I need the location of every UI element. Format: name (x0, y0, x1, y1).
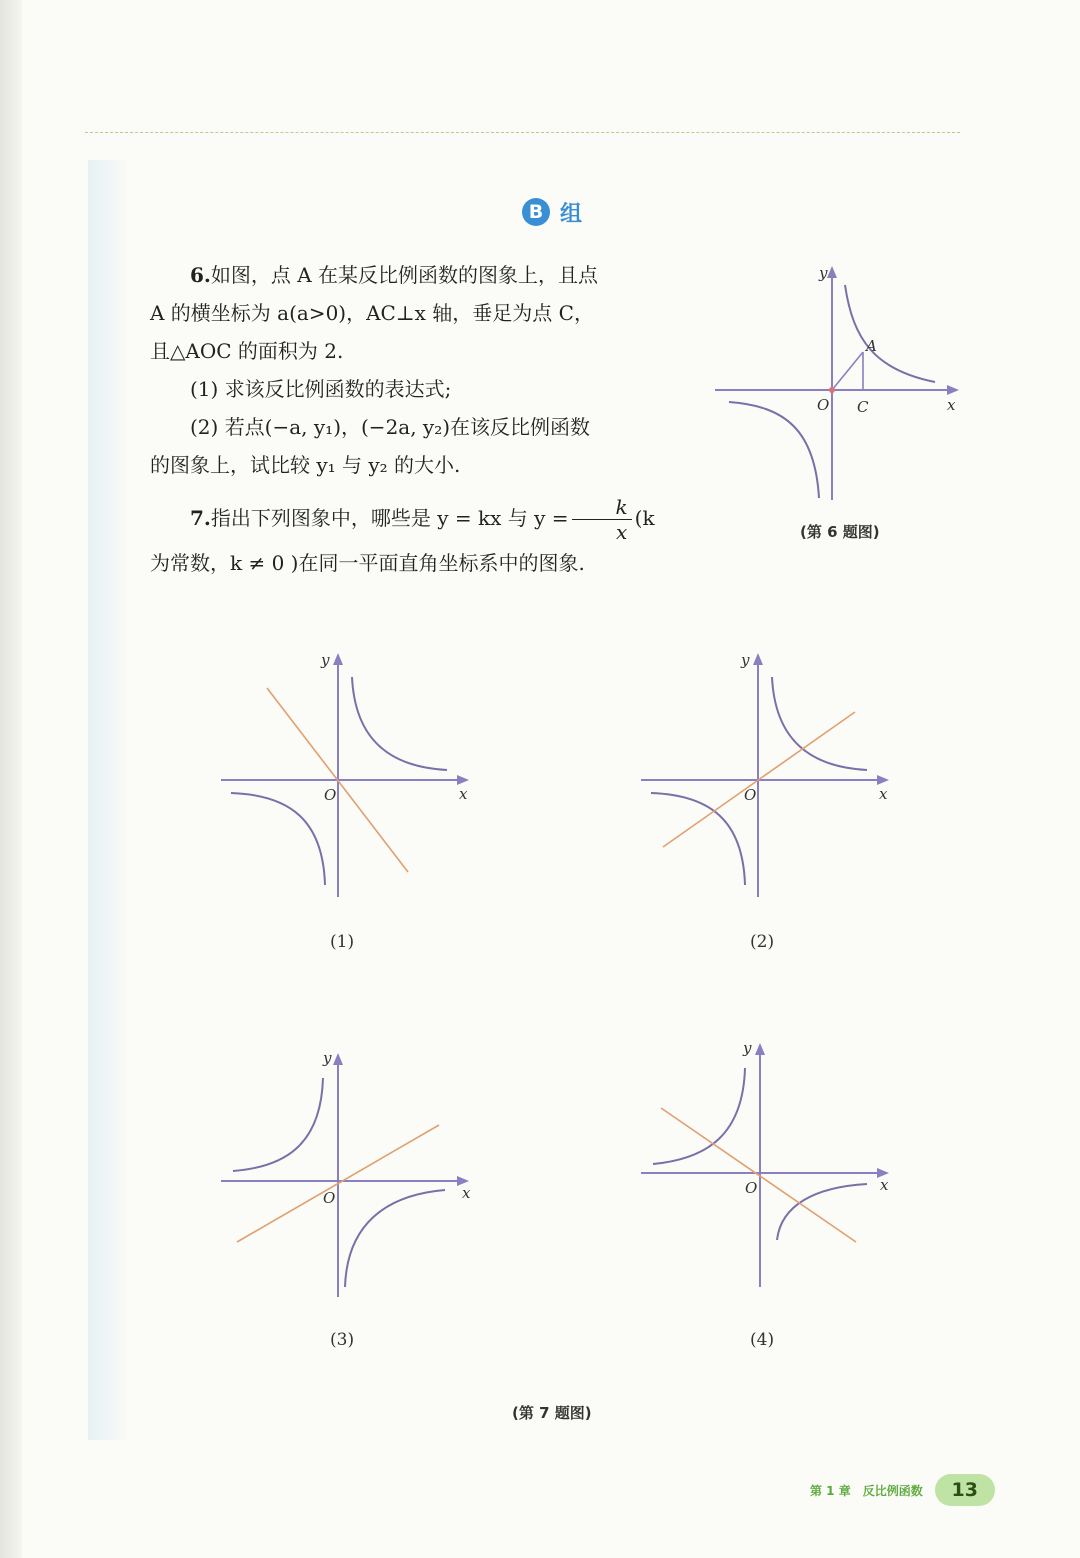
fig6-o-label: O (817, 396, 830, 414)
fig7-4-x-label: x (880, 1176, 889, 1194)
q6-part2b: 的图象上，试比较 y₁ 与 y₂ 的大小. (150, 453, 461, 477)
fig6-caption: (第 6 题图) (800, 523, 880, 541)
fig7-1-o-label: O (324, 786, 337, 804)
q7-line2: 为常数，k ≠ 0 )在同一平面直角坐标系中的图象. (150, 551, 585, 575)
group-badge: B (522, 198, 550, 226)
q7-number: 7. (190, 506, 211, 530)
fig7-2-y-label: y (741, 651, 750, 669)
fig7-4-y-label: y (743, 1039, 752, 1057)
q7-frac-num: k (572, 495, 632, 520)
hyperbola-branch-q2 (233, 1078, 323, 1171)
q7-frac-den: x (615, 520, 628, 544)
fig6-c-label: C (857, 398, 869, 416)
q7-text-b: (k (634, 506, 655, 530)
hyperbola-branch-q1 (772, 677, 867, 770)
question-7 (150, 495, 690, 582)
fig7-1-y-label: y (321, 651, 330, 669)
fig7-3-y-label: y (323, 1049, 332, 1067)
fig7-3-x-label: x (462, 1184, 471, 1202)
q6-line1: 如图，点 A 在某反比例函数的图象上，且点 (210, 263, 599, 287)
q6-line2: A 的横坐标为 a(a>0)，AC⊥x 轴，垂足为点 C， (150, 301, 594, 325)
fig7-4-o-label: O (745, 1179, 758, 1197)
page-number: 13 (935, 1474, 995, 1506)
y-axis-arrow (333, 653, 343, 665)
hyperbola-branch-q3 (231, 793, 325, 885)
hyperbola-branch-q2 (653, 1068, 745, 1164)
side-strip (88, 160, 126, 1440)
hyperbola-branch-q1 (845, 285, 935, 382)
footer-chapter: 第 1 章 反比例函数 (810, 1483, 923, 1498)
header-rule (85, 132, 960, 133)
fig7-caption-4: (4) (750, 1330, 775, 1350)
group-heading (522, 194, 582, 230)
linear-line (661, 1108, 856, 1242)
group-label: 组 (560, 201, 583, 227)
origin-dot (829, 387, 835, 393)
fig7-caption-1: (1) (330, 932, 355, 952)
y-axis-arrow (755, 1043, 765, 1055)
x-axis-arrow (457, 775, 469, 785)
fig7-2-o-label: O (744, 786, 757, 804)
page-edge (0, 0, 22, 1558)
q6-number: 6. (190, 263, 211, 287)
fig7-caption: (第 7 题图) (512, 1404, 592, 1422)
fig7-caption-2: (2) (750, 932, 775, 952)
x-axis-arrow (877, 775, 889, 785)
y-axis-arrow (753, 653, 763, 665)
question-6 (150, 256, 680, 484)
hyperbola-branch-q1 (352, 677, 447, 770)
fig7-graph-4 (635, 1035, 895, 1295)
y-axis-arrow (333, 1053, 343, 1065)
fig6-x-label: x (947, 396, 956, 414)
fig6-y-label: y (819, 264, 828, 282)
q6-part1: (1) 求该反比例函数的表达式; (190, 377, 452, 401)
segment-oa (832, 352, 863, 390)
fig6-a-label: A (866, 337, 877, 355)
hyperbola-branch-q3 (651, 793, 745, 885)
hyperbola-branch-q3 (729, 402, 819, 498)
fig7-graph-1 (215, 645, 475, 905)
q6-part2: (2) 若点(−a, y₁)，(−2a, y₂)在该反比例函数 (190, 415, 591, 439)
y-axis-arrow (827, 266, 837, 278)
fig7-caption-3: (3) (330, 1330, 355, 1350)
hyperbola-branch-q4 (345, 1190, 445, 1287)
x-axis-arrow (947, 385, 959, 395)
q7-text-a: 指出下列图象中，哪些是 y = kx 与 y = (210, 506, 569, 530)
fig7-3-o-label: O (323, 1189, 336, 1207)
fig6-graph (715, 260, 965, 510)
q7-fraction (572, 495, 632, 544)
fig7-2-x-label: x (879, 785, 888, 803)
q6-line3: 且△AOC 的面积为 2. (150, 339, 344, 363)
page-footer (810, 1474, 995, 1506)
fig7-1-x-label: x (459, 785, 468, 803)
fig7-graph-3 (215, 1045, 475, 1305)
hyperbola-branch-q4 (777, 1184, 867, 1240)
fig7-graph-2 (635, 645, 895, 905)
